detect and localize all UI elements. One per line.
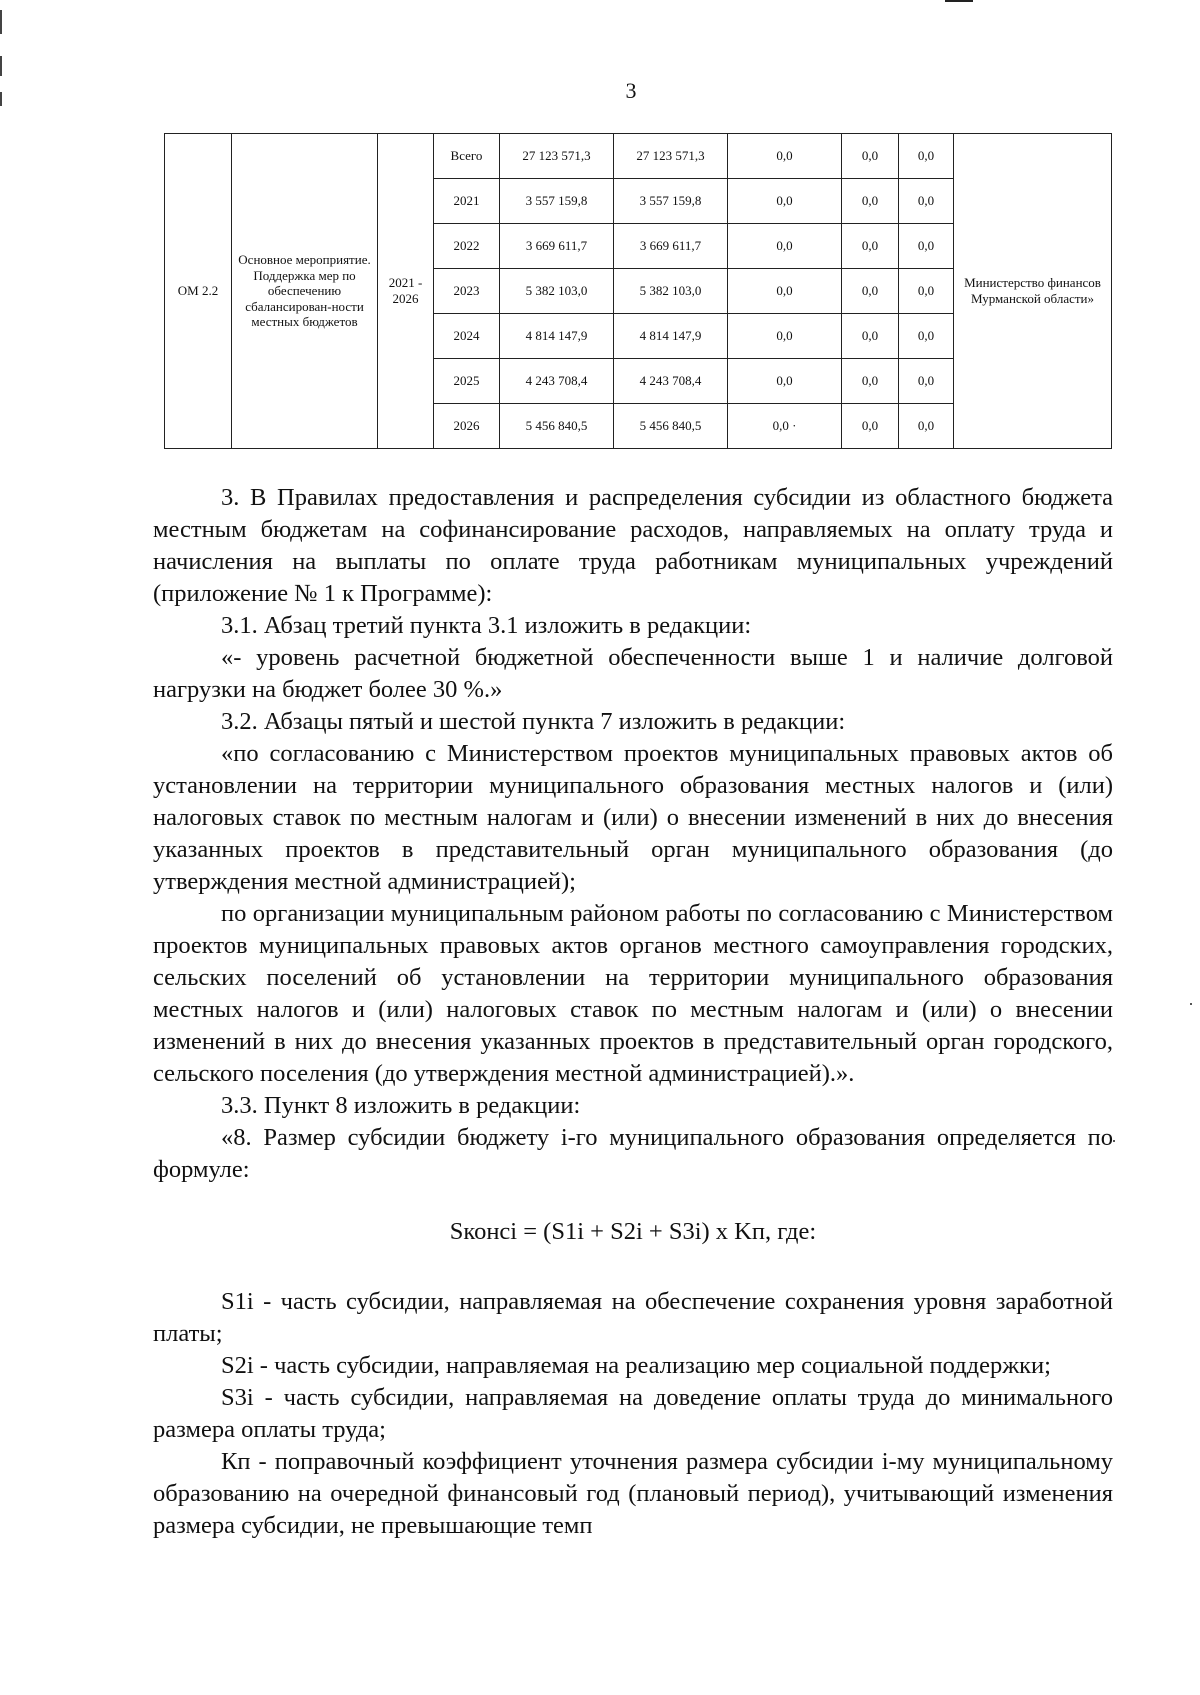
year-cell: 2023 bbox=[434, 269, 500, 314]
paragraph-3-2: 3.2. Абзацы пятый и шестой пункта 7 изложить в редакции: bbox=[221, 708, 846, 735]
other-cell: 0,0 bbox=[899, 134, 954, 179]
scan-edge-mark bbox=[0, 56, 2, 76]
local-cell: 0,0 bbox=[842, 359, 899, 404]
paragraph-3-2-a: «по согласованию с Министерством проектов муниципальных правовых актов об установлении на территории муниципального образования местных налогов и (или) налоговых ставок по местным налогам и (или) о внесении изменений в них до внесения указанных проектов в представительный орган муниципального образования (до утверждения местной администрацией); bbox=[153, 740, 1113, 895]
executor: Министерство финансов Мурманской области» bbox=[954, 134, 1112, 449]
paragraph-3: 3. В Правилах предоставления и распределения субсидии из областного бюджета местным бюджетам на софинансирование расходов, направляемых на оплату труда и начисления на выплаты по оплате труда работникам муниципальных учреждений (приложение № 1 к Программе): bbox=[153, 484, 1113, 607]
year-cell: Всего bbox=[434, 134, 500, 179]
formula: Sконсi = (S1i + S2i + S3i) x Kп, где: bbox=[449, 1218, 817, 1245]
local-cell: 0,0 bbox=[842, 314, 899, 359]
regional-cell: 4 814 147,9 bbox=[614, 314, 728, 359]
other-cell: 0,0 bbox=[899, 269, 954, 314]
total-cell: 5 382 103,0 bbox=[500, 269, 614, 314]
year-cell: 2026 bbox=[434, 404, 500, 449]
paragraph-8: «8. Размер субсидии бюджету i-го муниципального образования определяется по формуле: bbox=[153, 1124, 1113, 1183]
total-cell: 4 243 708,4 bbox=[500, 359, 614, 404]
federal-cell: 0,0 bbox=[728, 359, 842, 404]
regional-cell: 3 557 159,8 bbox=[614, 179, 728, 224]
total-cell: 27 123 571,3 bbox=[500, 134, 614, 179]
other-cell: 0,0 bbox=[899, 404, 954, 449]
scan-edge-mark bbox=[0, 10, 2, 34]
definition-s2: S2i - часть субсидии, направляемая на реализацию мер социальной поддержки; bbox=[221, 1352, 1051, 1379]
table-row bbox=[165, 134, 1112, 179]
year-cell: 2025 bbox=[434, 359, 500, 404]
paragraph-3-1: 3.1. Абзац третий пункта 3.1 изложить в редакции: bbox=[221, 612, 752, 639]
other-cell: 0,0 bbox=[899, 224, 954, 269]
regional-cell: 4 243 708,4 bbox=[614, 359, 728, 404]
measure-name: Основное мероприятие. Поддержка мер по обеспечению сбалансирован-ности местных бюджетов bbox=[232, 134, 378, 449]
local-cell: 0,0 bbox=[842, 224, 899, 269]
regional-cell: 3 669 611,7 bbox=[614, 224, 728, 269]
scan-dot bbox=[1190, 1003, 1192, 1005]
other-cell: 0,0 bbox=[899, 179, 954, 224]
local-cell: 0,0 bbox=[842, 404, 899, 449]
definition-s1: S1i - часть субсидии, направляемая на обеспечение сохранения уровня заработной платы; bbox=[153, 1288, 1113, 1347]
regional-cell: 5 456 840,5 bbox=[614, 404, 728, 449]
federal-cell: 0,0 bbox=[728, 269, 842, 314]
total-cell: 4 814 147,9 bbox=[500, 314, 614, 359]
local-cell: 0,0 bbox=[842, 269, 899, 314]
scan-mark bbox=[945, 0, 973, 2]
year-cell: 2021 bbox=[434, 179, 500, 224]
budget-table bbox=[164, 133, 1112, 449]
total-cell: 3 669 611,7 bbox=[500, 224, 614, 269]
other-cell: 0,0 bbox=[899, 359, 954, 404]
definition-s3: S3i - часть субсидии, направляемая на доведение оплаты труда до минимального размера оплаты труда; bbox=[153, 1384, 1113, 1443]
federal-cell: 0,0 bbox=[728, 314, 842, 359]
scan-dot bbox=[1113, 1140, 1115, 1142]
year-cell: 2024 bbox=[434, 314, 500, 359]
page-number: 3 bbox=[625, 78, 637, 103]
other-cell: 0,0 bbox=[899, 314, 954, 359]
regional-cell: 5 382 103,0 bbox=[614, 269, 728, 314]
federal-cell: 0,0 bbox=[728, 179, 842, 224]
measure-period: 2021 - 2026 bbox=[378, 134, 434, 449]
year-cell: 2022 bbox=[434, 224, 500, 269]
document-body bbox=[153, 482, 1113, 1542]
federal-cell: 0,0 bbox=[728, 134, 842, 179]
total-cell: 5 456 840,5 bbox=[500, 404, 614, 449]
paragraph-3-1-quote: «- уровень расчетной бюджетной обеспеченности выше 1 и наличие долговой нагрузки на бюджет более 30 %.» bbox=[153, 644, 1113, 703]
definition-kp: Кп - поправочный коэффициент уточнения размера субсидии i-му муниципальному образованию на очередной финансовый год (плановый период), учитывающий изменения размера субсидии, не превышающие темп bbox=[153, 1448, 1113, 1539]
measure-code: ОМ 2.2 bbox=[165, 134, 232, 449]
local-cell: 0,0 bbox=[842, 179, 899, 224]
federal-cell: 0,0 bbox=[728, 224, 842, 269]
paragraph-3-2-b: по организации муниципальным районом работы по согласованию с Министерством проектов муниципальных правовых актов органов местного самоуправления городских, сельских поселений об установлении на территории муниципального образования местных налогов и (или) налоговых ставок по местным налогам и (или) о внесении изменений в них до внесения указанных проектов в представительный орган городского, сельского поселения (до утверждения местной администрацией).». bbox=[153, 900, 1113, 1087]
total-cell: 3 557 159,8 bbox=[500, 179, 614, 224]
local-cell: 0,0 bbox=[842, 134, 899, 179]
paragraph-3-3: 3.3. Пункт 8 изложить в редакции: bbox=[221, 1092, 581, 1119]
federal-cell: 0,0 · bbox=[728, 404, 842, 449]
regional-cell: 27 123 571,3 bbox=[614, 134, 728, 179]
